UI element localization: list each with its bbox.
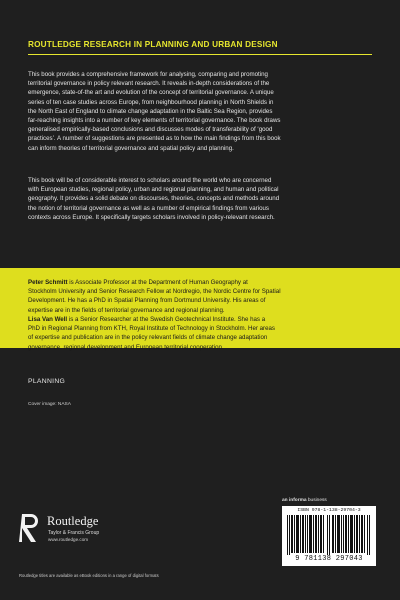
routledge-logo-icon [19, 512, 41, 546]
cover-image-credit: Cover image: NASA [28, 402, 71, 407]
isbn-barcode [282, 506, 376, 566]
author-name-van-well: Lisa Van Well [28, 316, 68, 323]
description-paragraph-2: This book will be of considerable interest to scholars around the world who are concerned with European studies, regional policy, urban and regional planning, and human and political geography. It provides a solid debate on discourses, theories, concepts and methods around the notion of territorial governance as well as a number of empirical findings from various contexts across Europe. It specifically targets scholars involved in policy-relevant research. [28, 177, 280, 221]
author-name-schmitt: Peter Schmitt [28, 279, 68, 286]
author-bio-schmitt: Peter Schmitt is Associate Professor at the Department of Human Geography at Stockholm University and Senior Research Fellow at Nordregio, the Nordic Centre for Spatial Development. He has a PhD in Spatial Planning from Dortmund University. His areas of expertise are in the fields of territorial governance and regional planning. [28, 279, 281, 314]
author-bio-panel [0, 268, 400, 351]
description-paragraph-1: This book provides a comprehensive framework for analysing, comparing and promoting territorial governance in policy relevant research. It reveals in-depth considerations of the emergence, state-of-the art and evolution of the concept of territorial governance. A unique series of ten case studies across Europe, from neighbourhood planning in North Shields in the North East of England to climate change adaptation in the Baltic Sea Region, provides far-reaching insights into a number of key elements of territorial governance. The book draws generalised empirically-based conclusions and discusses modes of transferability of ‘good practices’. A number of suggestions are presented as to how the main findings from this book can inform theories of territorial governance and spatial policy and planning. [28, 71, 281, 152]
barcode-bars [287, 515, 371, 555]
series-divider [28, 54, 372, 55]
publisher-url[interactable]: www.routledge.com [48, 537, 89, 542]
publisher-name: Routledge [47, 514, 99, 528]
isbn-label: ISBN 978-1-138-29704-3 [297, 508, 361, 513]
informa-business-tag: an informa business [282, 498, 327, 503]
author-bio-van-well: Lisa Van Well is a Senior Researcher at the Swedish Geotechnical Institute. She has a PhD in Regional Planning from KTH, Royal Institute of Technology in Stockholm. Her areas of expertise and publication are in the policy relevant fields of climate change adaptation governance, regional development and European territorial cooperation. [28, 316, 275, 351]
series-title: ROUTLEDGE RESEARCH IN PLANNING AND URBAN DESIGN [28, 40, 278, 49]
ebook-note: Routledge titles are available as eBook editions in a range of digital formats [19, 573, 159, 578]
barcode-digits: 9 781138 297043 [295, 555, 363, 563]
subject-category: PLANNING [28, 378, 66, 385]
publisher-group: Taylor & Francis Group [48, 530, 100, 536]
publisher-footer [0, 498, 400, 592]
